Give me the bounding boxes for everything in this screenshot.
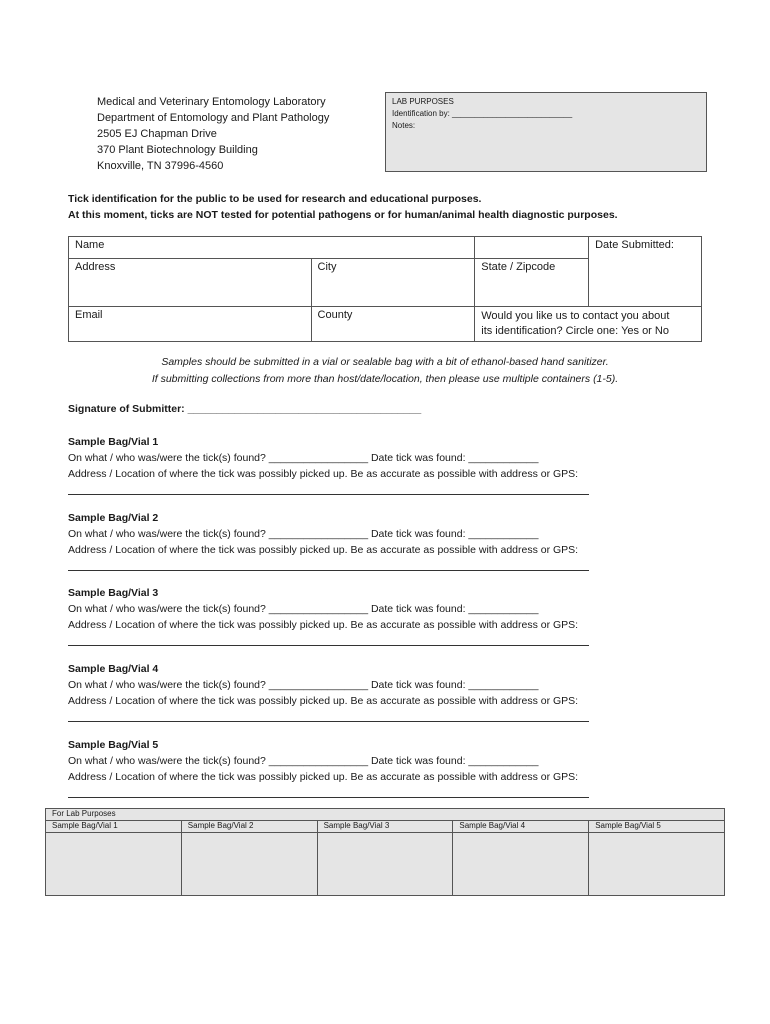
host-date-field[interactable]: On what / who was/were the tick(s) found? _________________ Date tick was found: ____________ (68, 679, 539, 691)
contact-question[interactable] (475, 307, 702, 342)
host-date-field[interactable]: On what / who was/were the tick(s) found? _________________ Date tick was found: ____________ (68, 528, 539, 540)
lab-column-header: Sample Bag/Vial 4 (453, 821, 589, 833)
host-date-field[interactable]: On what / who was/were the tick(s) found? _________________ Date tick was found: ____________ (68, 603, 539, 615)
address-line: Department of Entomology and Plant Pathology (97, 112, 330, 124)
lab-cell[interactable] (453, 833, 589, 896)
identification-by-field[interactable]: Identification by: ___________________________ (392, 109, 573, 118)
lab-column-header: Sample Bag/Vial 5 (589, 821, 725, 833)
address-line: Knoxville, TN 37996-4560 (97, 160, 224, 172)
notes-field[interactable]: Notes: (392, 121, 416, 130)
sample-title: Sample Bag/Vial 4 (68, 663, 159, 675)
address-label: Address (75, 261, 116, 273)
lab-column-header: Sample Bag/Vial 3 (317, 821, 453, 833)
address-line: Medical and Veterinary Entomology Laboratory (97, 96, 326, 108)
email-label: Email (75, 309, 103, 321)
intro-line-2: At this moment, ticks are NOT tested for potential pathogens or for human/animal health diagnostic purposes. (68, 209, 618, 221)
sample-section (68, 661, 589, 722)
location-prompt: Address / Location of where the tick was possibly picked up. Be as accurate as possible with address or GPS: (68, 695, 579, 707)
location-line[interactable] (68, 787, 589, 798)
location-prompt: Address / Location of where the tick was possibly picked up. Be as accurate as possible with address or GPS: (68, 771, 579, 783)
lab-column-header: Sample Bag/Vial 1 (46, 821, 182, 833)
host-date-field[interactable]: On what / who was/were the tick(s) found? _________________ Date tick was found: ____________ (68, 755, 539, 767)
lab-cell[interactable] (589, 833, 725, 896)
lab-cell[interactable] (317, 833, 453, 896)
county-label: County (317, 309, 353, 321)
sample-title: Sample Bag/Vial 2 (68, 512, 159, 524)
lab-cell[interactable] (46, 833, 182, 896)
sample-section (68, 737, 589, 798)
sample-section (68, 510, 589, 571)
date-submitted-label: Date Submitted: (595, 239, 674, 251)
location-prompt: Address / Location of where the tick was possibly picked up. Be as accurate as possible with address or GPS: (68, 468, 579, 480)
location-line[interactable] (68, 560, 589, 571)
name-extra-cell[interactable] (475, 237, 589, 259)
lab-purposes-box (385, 92, 707, 172)
city-label: City (317, 261, 337, 273)
notes-line-2: If submitting collections from more than host/date/location, then please use multiple containers (1-5). (151, 373, 619, 385)
location-line[interactable] (68, 711, 589, 722)
city-field[interactable] (311, 259, 475, 307)
sample-title: Sample Bag/Vial 5 (68, 739, 159, 751)
submission-notes (0, 354, 770, 388)
lab-column-header: Sample Bag/Vial 2 (181, 821, 317, 833)
state-zip-label: State / Zipcode (481, 261, 556, 273)
location-line[interactable] (68, 635, 589, 646)
contact-question-line-2: its identification? Circle one: Yes or No (481, 325, 669, 337)
location-line[interactable] (68, 484, 589, 495)
state-zip-field[interactable] (475, 259, 589, 307)
sample-section (68, 434, 589, 495)
location-prompt: Address / Location of where the tick was possibly picked up. Be as accurate as possible with address or GPS: (68, 544, 579, 556)
intro-text (68, 191, 618, 223)
signature-field[interactable]: Signature of Submitter: ________________________________________ (68, 403, 422, 415)
lab-table-title: For Lab Purposes (46, 809, 725, 821)
date-submitted-field[interactable] (589, 237, 702, 307)
submitter-info-table (68, 236, 702, 342)
sample-section (68, 585, 589, 646)
email-field[interactable] (69, 307, 312, 342)
lab-address (97, 94, 329, 174)
address-line: 370 Plant Biotechnology Building (97, 144, 258, 156)
contact-question-line-1: Would you like us to contact you about (481, 310, 670, 322)
name-label: Name (75, 239, 105, 251)
notes-line-1: Samples should be submitted in a vial or sealable bag with a bit of ethanol-based hand sanitizer. (161, 356, 609, 368)
lab-purposes-title: LAB PURPOSES (392, 97, 454, 106)
address-field[interactable] (69, 259, 312, 307)
sample-title: Sample Bag/Vial 3 (68, 587, 159, 599)
address-line: 2505 EJ Chapman Drive (97, 128, 217, 140)
lab-cell[interactable] (181, 833, 317, 896)
intro-line-1: Tick identification for the public to be used for research and educational purposes. (68, 193, 482, 205)
host-date-field[interactable]: On what / who was/were the tick(s) found? _________________ Date tick was found: ____________ (68, 452, 539, 464)
lab-purposes-table (45, 808, 725, 896)
sample-title: Sample Bag/Vial 1 (68, 436, 159, 448)
location-prompt: Address / Location of where the tick was possibly picked up. Be as accurate as possible with address or GPS: (68, 619, 579, 631)
name-field[interactable] (69, 237, 475, 259)
county-field[interactable] (311, 307, 475, 342)
